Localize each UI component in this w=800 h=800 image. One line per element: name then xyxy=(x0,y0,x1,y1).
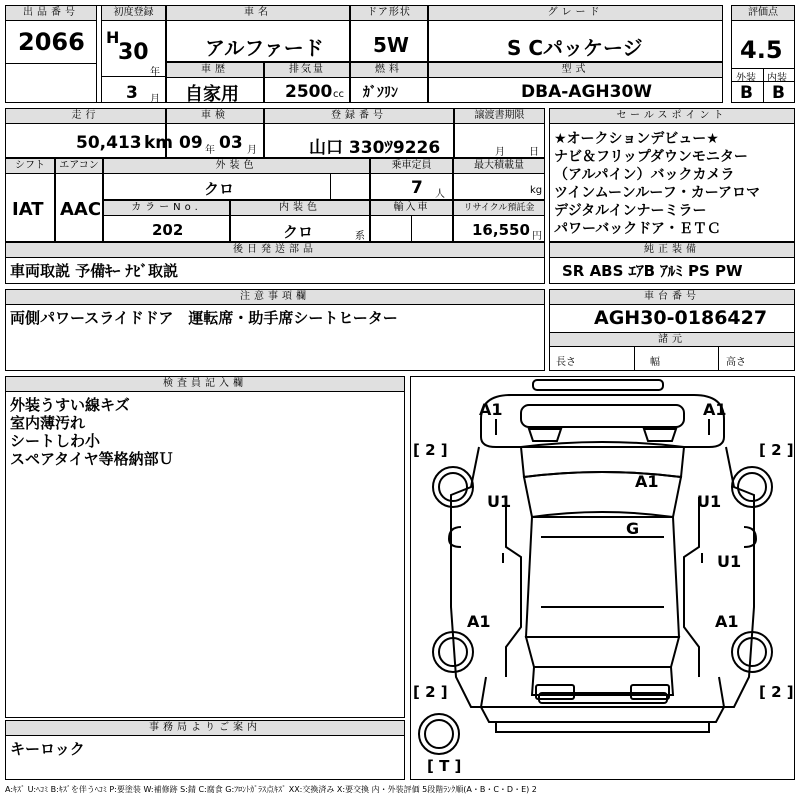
history-label: 車歴 xyxy=(167,63,263,78)
chassis-cell xyxy=(549,289,795,371)
aircon-cell xyxy=(55,158,103,242)
office-value: キーロック xyxy=(10,740,85,758)
notes-label: 注意事項欄 xyxy=(6,290,544,305)
tire-rear-right: [ 2 ] xyxy=(759,683,794,701)
fuel-label: 燃料 xyxy=(351,63,427,78)
plate-label: 登録番号 xyxy=(265,109,453,124)
inspector-label: 検査員記入欄 xyxy=(6,377,404,392)
mark-front-bumper-right: A1 xyxy=(703,400,727,419)
shift-cell xyxy=(5,158,55,242)
first-reg-era: H xyxy=(106,28,120,47)
selling-point-1: ★オークションデビュー★ xyxy=(554,131,719,147)
notes-cell xyxy=(5,289,545,371)
mark-rear-fender-right: A1 xyxy=(715,612,739,631)
displacement-label: 排気量 xyxy=(265,63,349,78)
mileage-value: 50,413 xyxy=(76,133,142,153)
first-reg-label: 初度登録 xyxy=(102,6,165,21)
chassis-label: 車台番号 xyxy=(550,290,794,305)
plate-value: 山口 330ﾂ9226 xyxy=(309,138,441,158)
dims-width: 幅 xyxy=(650,357,660,368)
capacity-label: 乗車定員 xyxy=(371,159,452,174)
selling-point-6: パワーバックドア・ＥＴＣ xyxy=(554,221,721,237)
interior-color-unit: 系 xyxy=(355,231,365,242)
recycle-value: 16,550 xyxy=(472,221,530,239)
door-label: ドア形状 xyxy=(351,6,427,21)
door-cell xyxy=(350,5,428,62)
history-cell xyxy=(166,62,264,103)
car-name-label: 車名 xyxy=(167,6,349,21)
equipment-cell xyxy=(549,242,795,284)
car-name-cell xyxy=(166,5,350,62)
mark-front-fender-left: U1 xyxy=(487,492,512,511)
transfer-day-unit: 日 xyxy=(529,147,539,158)
inspection-year: 09 xyxy=(179,133,203,153)
mark-roof: A1 xyxy=(635,472,659,491)
dims-label: 諸元 xyxy=(550,332,794,347)
recycle-label: リサイクル預託金 xyxy=(454,201,544,216)
fuel-value: ｶﾞｿﾘﾝ xyxy=(363,85,398,101)
score-cell xyxy=(731,5,795,103)
legend-text: A:ｷｽﾞ U:ﾍｺﾐ B:ｷｽﾞを伴うﾍｺﾐ P:要塗装 W:補修跡 S:錆 C:腐食 G:ﾌﾛﾝﾄｶﾞﾗｽ点ｷｽﾞ XX:交換済み X:要交換 内・外装評価 5段階ﾗﾝｸ順(A・B・C・D・E) 2 xyxy=(5,785,537,794)
selling-point-2: ナビ＆フリップダウンモニター xyxy=(554,149,748,165)
capacity-cell xyxy=(370,158,453,200)
max-load-unit: kg xyxy=(530,185,543,196)
first-reg-cell xyxy=(101,5,166,103)
max-load-label: 最大積載量 xyxy=(454,159,544,174)
selling-point-5: デジタルインナーミラー xyxy=(554,203,707,219)
mark-glass: G xyxy=(626,519,640,538)
office-cell xyxy=(5,720,405,780)
aircon-label: エアコン xyxy=(56,159,102,174)
dims-height: 高さ xyxy=(726,357,746,368)
chassis-value: AGH30-0186427 xyxy=(594,307,768,329)
import-cell xyxy=(370,200,453,242)
selling-point-3: （アルパイン）バックカメラ xyxy=(554,167,735,183)
score-ext: B xyxy=(740,83,753,103)
selling-points-cell xyxy=(549,108,795,242)
inspector-note-3: シートしわ小 xyxy=(10,432,101,450)
aircon-value: AAC xyxy=(60,199,102,220)
mileage-label: 走行 xyxy=(6,109,165,124)
transfer-cell xyxy=(454,108,545,158)
office-label: 事務局よりご案内 xyxy=(6,721,404,736)
score-int: B xyxy=(772,83,785,103)
mark-rear-door-right: U1 xyxy=(717,552,742,571)
interior-color-label: 内装色 xyxy=(231,201,369,216)
later-parts-cell xyxy=(5,242,545,284)
max-load-cell xyxy=(453,158,545,200)
import-label: 輸入車 xyxy=(371,201,452,216)
inspection-month-unit: 月 xyxy=(247,145,257,156)
notes-value: 両側パワースライドドア 運転席・助手席シートヒーター xyxy=(10,309,398,327)
recycle-cell xyxy=(453,200,545,242)
inspection-year-unit: 年 xyxy=(205,145,215,156)
inspection-month: 03 xyxy=(219,133,243,153)
first-reg-month: 3 xyxy=(126,83,138,103)
color-no-value: 202 xyxy=(152,221,184,239)
inspector-note-1: 外装うすい線キズ xyxy=(10,396,130,414)
fuel-cell xyxy=(350,62,428,103)
lot-label: 出品番号 xyxy=(6,6,96,21)
displacement-value: 2500 xyxy=(285,82,333,102)
grade-value: S Cパッケージ xyxy=(507,36,643,60)
model-label: 型式 xyxy=(429,63,722,78)
interior-color-value: クロ xyxy=(283,223,314,241)
interior-color-cell xyxy=(230,200,370,242)
selling-points-label: セールスポイント xyxy=(550,109,794,124)
mark-front-fender-right: U1 xyxy=(697,492,722,511)
equipment-value: SR ABS ｴｱB ｱﾙﾐ PS PW xyxy=(562,262,743,280)
transfer-label: 譲渡書期限 xyxy=(455,109,544,124)
score-int-label: 内装 xyxy=(767,73,787,84)
shift-value: IAT xyxy=(12,199,44,220)
score-ext-label: 外装 xyxy=(736,73,756,84)
model-cell xyxy=(428,62,723,103)
grade-cell xyxy=(428,5,723,62)
dims-length: 長さ xyxy=(556,357,576,368)
grade-label: グレード xyxy=(429,6,722,21)
color-no-label: カラーNo. xyxy=(104,201,229,216)
exterior-color-label: 外装色 xyxy=(104,159,369,174)
capacity-unit: 人 xyxy=(435,189,445,200)
first-reg-month-unit: 月 xyxy=(150,94,160,105)
first-reg-year-unit: 年 xyxy=(150,67,160,78)
inspection-label: 車検 xyxy=(167,109,263,124)
score-value: 4.5 xyxy=(740,36,783,64)
door-value: 5W xyxy=(373,33,409,57)
car-diagram-svg xyxy=(411,377,794,779)
first-reg-year: 30 xyxy=(118,40,149,65)
lot-number: 2066 xyxy=(18,28,85,56)
history-value: 自家用 xyxy=(185,84,239,105)
tire-rear-left: [ 2 ] xyxy=(413,683,448,701)
mileage-unit: km xyxy=(144,133,174,153)
inspector-note-2: 室内薄汚れ xyxy=(10,414,86,432)
tire-spare: [ T ] xyxy=(427,757,462,775)
score-label: 評価点 xyxy=(732,6,794,21)
recycle-unit: 円 xyxy=(532,231,542,242)
mark-front-bumper-left: A1 xyxy=(479,400,503,419)
plate-cell xyxy=(264,108,454,158)
color-no-cell xyxy=(103,200,230,242)
inspector-cell xyxy=(5,376,405,718)
mark-rear-fender-left: A1 xyxy=(467,612,491,631)
inspection-cell xyxy=(166,108,264,158)
tire-front-right: [ 2 ] xyxy=(759,441,794,459)
inspector-note-4: スペアタイヤ等格納部Ｕ xyxy=(10,450,174,468)
selling-point-4: ツインムーンルーフ・カーアロマ xyxy=(554,185,761,201)
mileage-cell xyxy=(5,108,174,158)
exterior-color-cell xyxy=(103,158,370,200)
later-parts-value: 車両取説 予備ｷｰ ﾅﾋﾞ取説 xyxy=(10,262,178,280)
lot-cell xyxy=(5,5,97,103)
tire-front-left: [ 2 ] xyxy=(413,441,448,459)
model-value: DBA-AGH30W xyxy=(521,82,653,102)
exterior-color-value: クロ xyxy=(204,180,235,198)
displacement-cell xyxy=(264,62,350,103)
shift-label: シフト xyxy=(6,159,54,174)
transfer-month-unit: 月 xyxy=(495,147,505,158)
capacity-value: 7 xyxy=(411,178,423,198)
car-name-value: アルファード xyxy=(205,36,324,60)
later-parts-label: 後日発送部品 xyxy=(6,243,544,258)
equipment-label: 純正装備 xyxy=(550,243,794,258)
displacement-unit: cc xyxy=(333,89,344,100)
car-diagram xyxy=(410,376,795,780)
